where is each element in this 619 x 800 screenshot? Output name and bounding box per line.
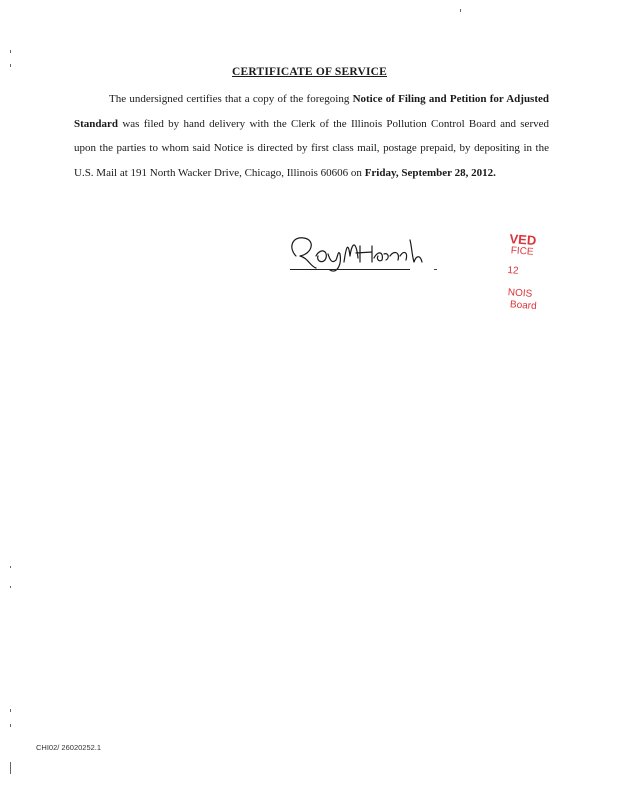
paragraph-bold-1: Notice of Filing and Petition for Adjusted Standard xyxy=(74,93,550,130)
scan-mark xyxy=(460,9,461,12)
stamp-line-2: FICE xyxy=(510,245,534,258)
stamp-line-5: Board xyxy=(509,299,537,313)
scan-mark xyxy=(10,724,11,727)
document-title: CERTIFICATE OF SERVICE xyxy=(231,66,388,78)
stamp-line-4: NOIS xyxy=(507,287,533,300)
scan-mark xyxy=(10,709,11,712)
stamp-line-1: VED xyxy=(509,231,537,248)
certificate-paragraph xyxy=(74,87,549,185)
stamp-line-3: 12 xyxy=(506,265,519,277)
signature-line xyxy=(290,269,410,270)
scan-mark xyxy=(10,586,11,588)
paragraph-bold-2: Friday, September 28, 2012. xyxy=(364,166,496,179)
paragraph-text-2: was filed by hand delivery with the Clerk of the Illinois Pollution Control Board and served upon the parties to whom said Notice is directed by first class mail, postage prepaid, by depositing in the U.S. Mail at 191 North Wacker Drive, Chicago, Illinois 60606 on xyxy=(74,117,549,179)
scan-mark xyxy=(434,269,437,270)
scan-mark xyxy=(10,566,11,568)
scan-mark xyxy=(10,762,11,774)
scan-mark xyxy=(10,50,11,53)
paragraph-text-1: The undersigned certifies that a copy of the foregoing xyxy=(109,93,353,105)
document-id: CHI02/ 26020252.1 xyxy=(36,743,102,752)
